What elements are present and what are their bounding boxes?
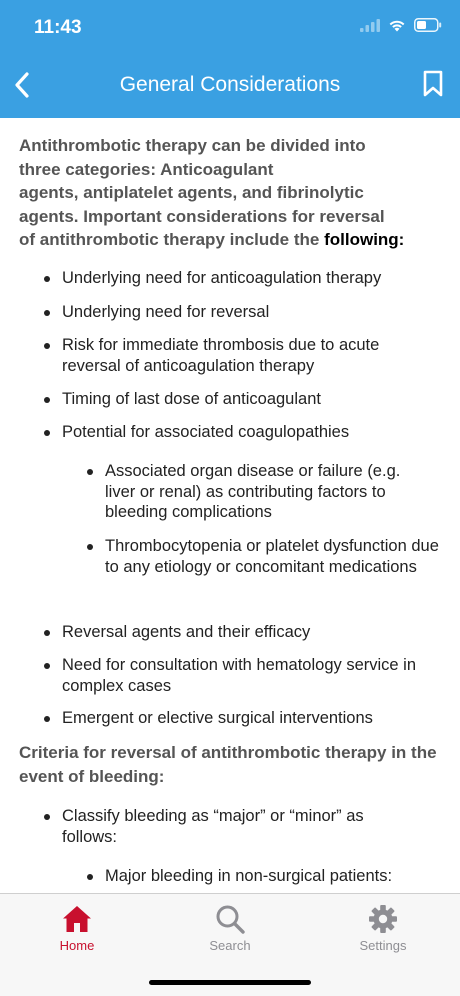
battery-icon	[414, 18, 442, 32]
list-item: Timing of last dose of anticoagulant	[62, 389, 442, 410]
intro-line: Antithrombotic therapy can be divided into	[19, 136, 366, 155]
sub-list-item: Associated organ disease or failure (e.g. liver or renal) as contributing factors to bleeding complications	[105, 461, 425, 523]
list-item: Risk for immediate thrombosis due to acute reversal of anticoagulation therapy	[62, 335, 422, 376]
bookmark-icon	[422, 70, 444, 98]
list-item: Underlying need for anticoagulation therapy	[62, 268, 442, 289]
app-header	[0, 0, 460, 118]
page-title: General Considerations	[119, 73, 341, 96]
sub-list-item: Thrombocytopenia or platelet dysfunction due to any etiology or concomitant medications	[105, 537, 439, 576]
gear-icon	[368, 904, 398, 934]
home-icon	[62, 904, 92, 934]
wifi-icon	[388, 18, 406, 32]
list-item: Need for consultation with hematology service in complex cases	[62, 655, 437, 696]
status-icons	[360, 18, 442, 32]
bookmark-button[interactable]	[422, 70, 444, 98]
tab-home-label: Home	[59, 938, 95, 953]
tab-home[interactable]	[27, 904, 127, 953]
search-icon	[215, 904, 245, 934]
sub-list-item: Major bleeding in non-surgical patients:	[105, 866, 435, 887]
list-item: Emergent or elective surgical interventions	[62, 708, 442, 729]
intro-line: three categories: Anticoagulant	[19, 159, 274, 179]
tab-settings[interactable]	[333, 904, 433, 953]
signal-icon	[360, 19, 380, 32]
intro-line: agents, antiplatelet agents, and fibrinolytic	[19, 183, 364, 202]
status-time: 11:43	[34, 17, 82, 38]
intro-line: agents. Important considerations for reversal	[19, 206, 385, 226]
section-heading: Criteria for reversal of antithrombotic therapy in the event of bleeding:	[19, 743, 437, 786]
tab-settings-label: Settings	[359, 938, 407, 953]
intro-line: of antithrombotic therapy include the	[19, 230, 320, 249]
list-item: Classify bleeding as “major” or “minor” as follows:	[62, 806, 417, 847]
home-indicator	[149, 980, 311, 985]
list-item: Reversal agents and their efficacy	[62, 622, 442, 643]
tab-search-label: Search	[209, 938, 251, 953]
list-item: Potential for associated coagulopathies	[62, 422, 442, 443]
intro-emphasis: following:	[324, 230, 405, 249]
article-content[interactable]	[0, 118, 460, 893]
list-item: Underlying need for reversal	[62, 302, 442, 323]
intro-paragraph	[19, 134, 439, 252]
tab-search[interactable]	[180, 904, 280, 953]
